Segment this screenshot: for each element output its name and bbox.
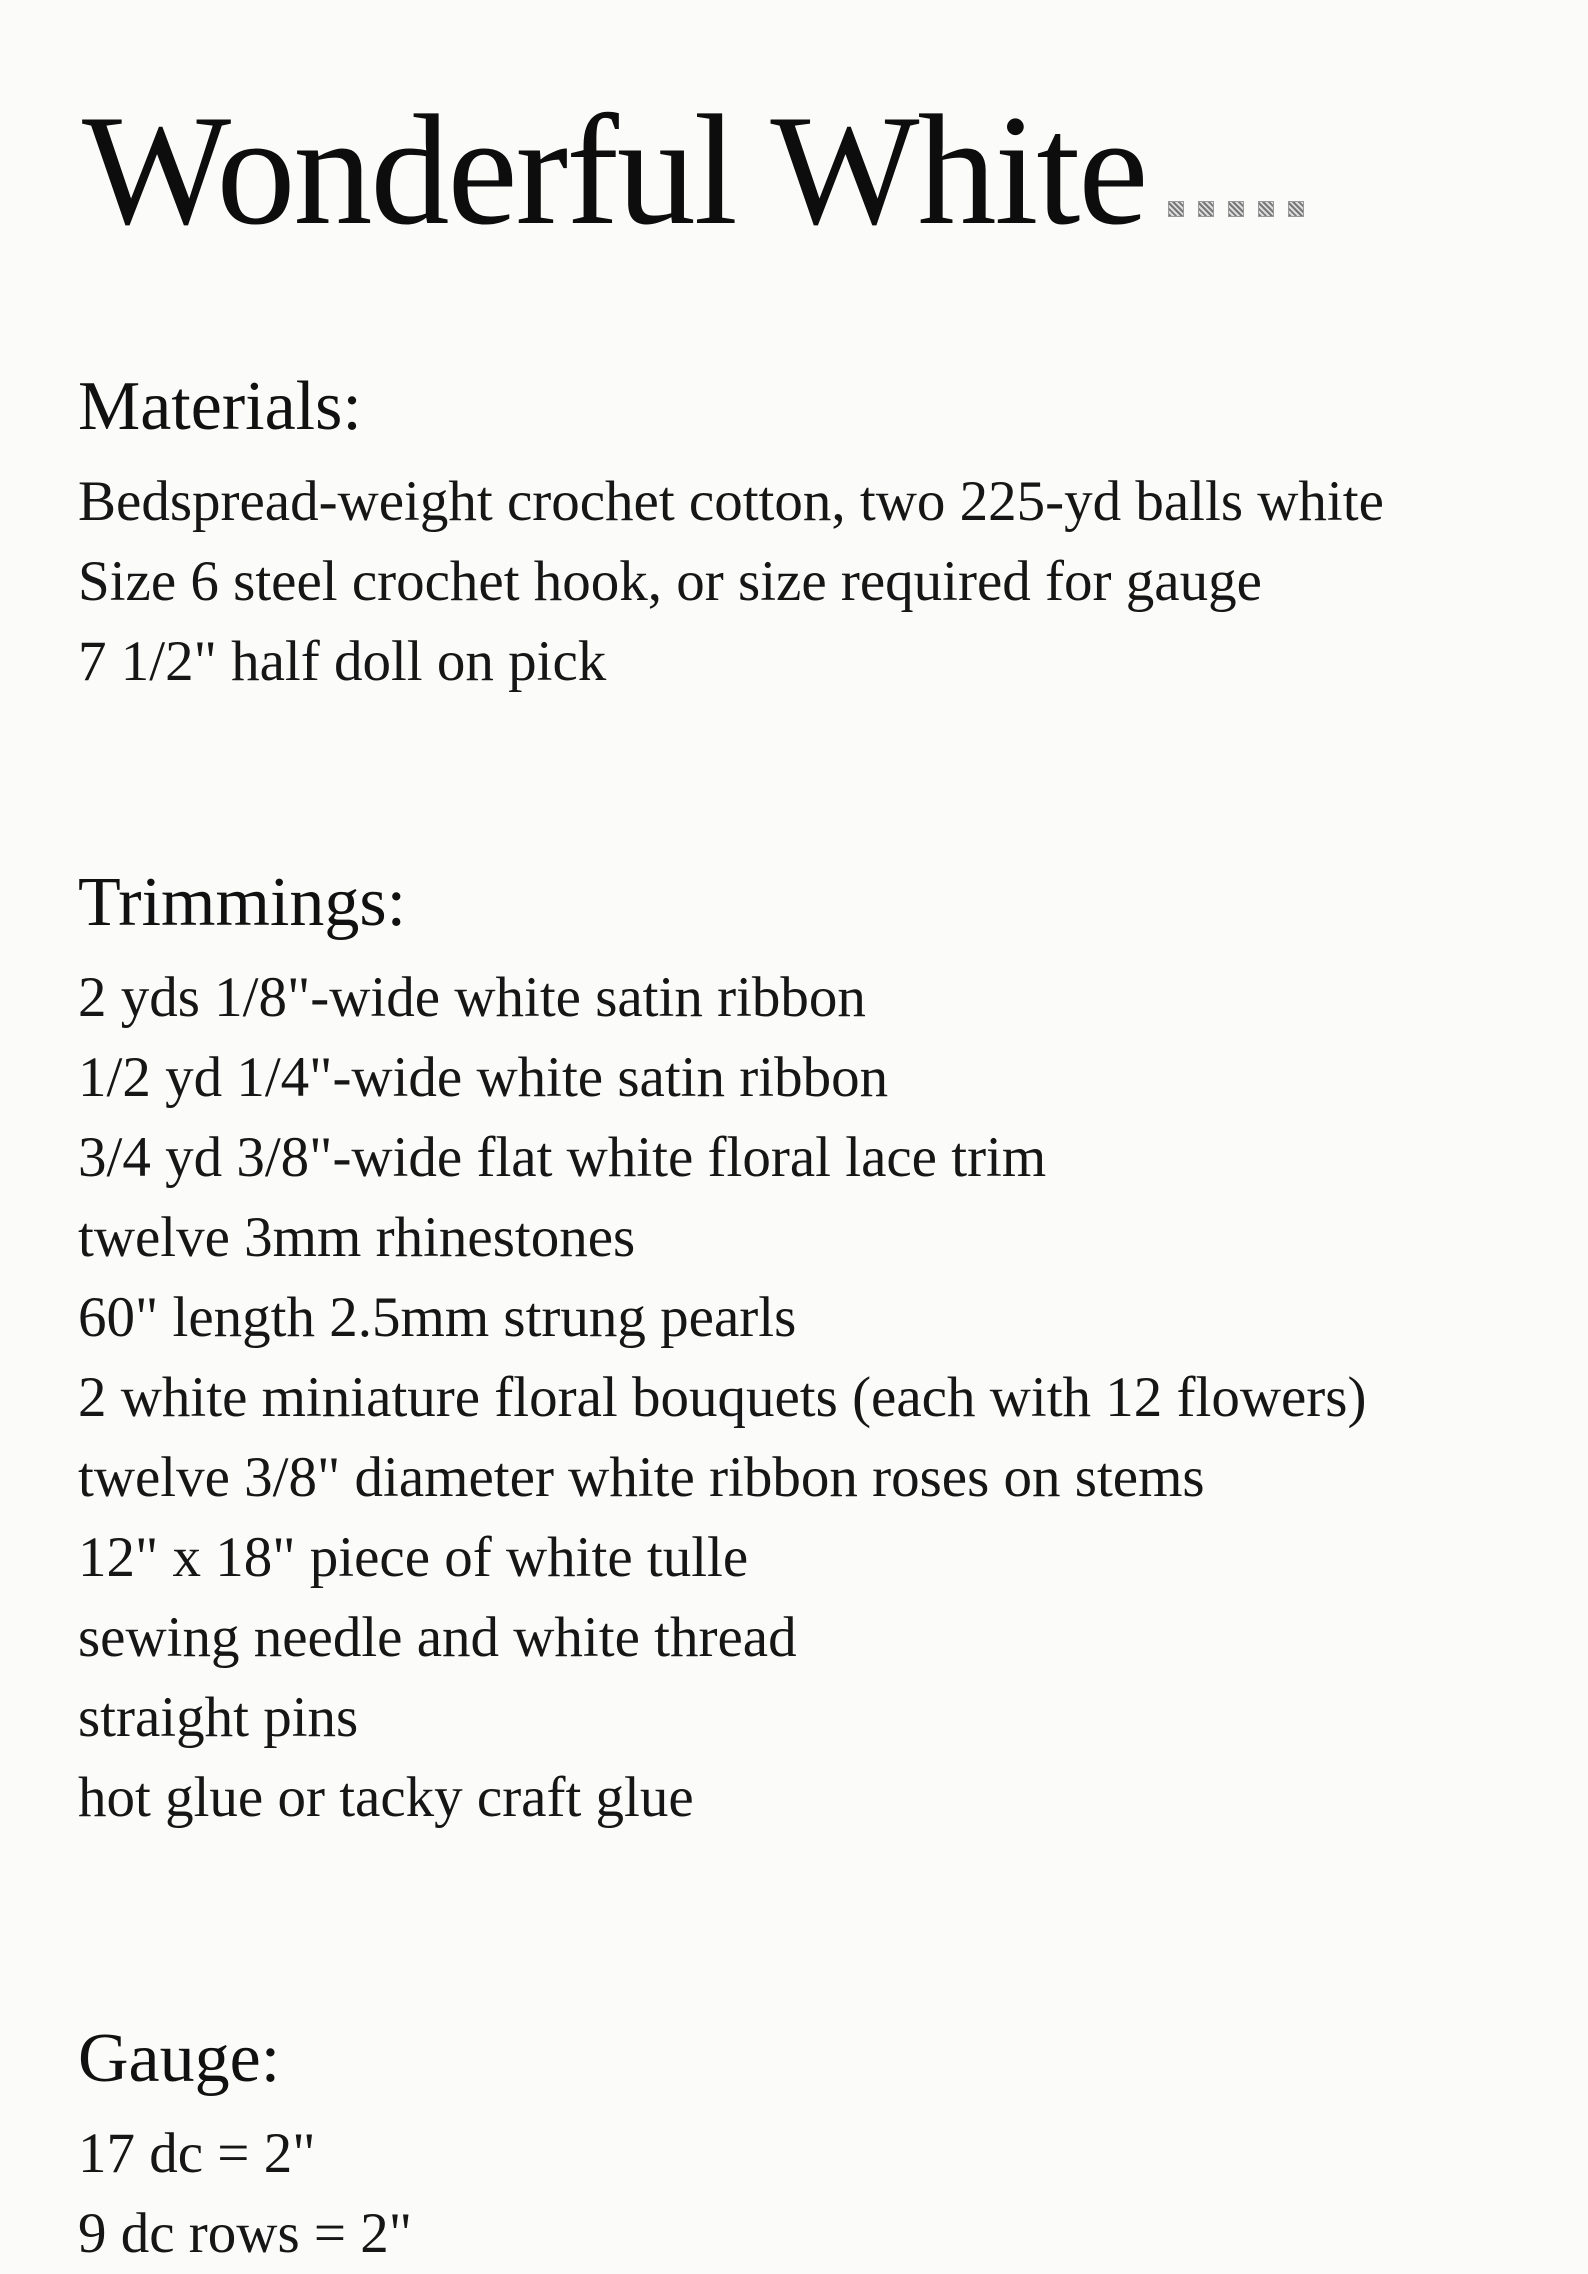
ornament-dot bbox=[1288, 201, 1304, 217]
ornament-dot bbox=[1198, 201, 1214, 217]
list-item: straight pins bbox=[78, 1686, 359, 1749]
materials-heading: Materials: bbox=[78, 368, 362, 445]
list-item: 17 dc = 2" bbox=[78, 2122, 316, 2185]
list-item: hot glue or tacky craft glue bbox=[78, 1766, 694, 1829]
list-item: 2 yds 1/8"-wide white satin ribbon bbox=[78, 966, 866, 1029]
ornament-dot bbox=[1168, 201, 1184, 217]
gauge-section bbox=[78, 2020, 1518, 2274]
list-item: 60" length 2.5mm strung pearls bbox=[78, 1286, 797, 1349]
title-dot-ornament bbox=[1168, 201, 1304, 217]
ornament-dot bbox=[1258, 201, 1274, 217]
list-item: 9 dc rows = 2" bbox=[78, 2202, 413, 2265]
list-item: 7 1/2" half doll on pick bbox=[78, 630, 607, 693]
list-item: 12" x 18" piece of white tulle bbox=[78, 1526, 749, 1589]
materials-list bbox=[78, 462, 1518, 702]
ornament-dot bbox=[1228, 201, 1244, 217]
page-title: Wonderful White bbox=[82, 83, 1147, 258]
gauge-heading: Gauge: bbox=[78, 2020, 281, 2097]
list-item: 2 white miniature floral bouquets (each with 12 flowers) bbox=[78, 1366, 1367, 1429]
title-row bbox=[82, 83, 1304, 258]
list-item: Bedspread-weight crochet cotton, two 225-yd balls white bbox=[78, 470, 1384, 533]
gauge-list bbox=[78, 2114, 1518, 2274]
trimmings-section bbox=[78, 864, 1518, 1838]
list-item: twelve 3mm rhinestones bbox=[78, 1206, 636, 1269]
list-item: Size 6 steel crochet hook, or size required for gauge bbox=[78, 550, 1262, 613]
list-item: 1/2 yd 1/4"-wide white satin ribbon bbox=[78, 1046, 889, 1109]
trimmings-list bbox=[78, 958, 1518, 1838]
list-item: sewing needle and white thread bbox=[78, 1606, 797, 1669]
materials-section bbox=[78, 368, 1518, 702]
list-item: twelve 3/8" diameter white ribbon roses on stems bbox=[78, 1446, 1205, 1509]
trimmings-heading: Trimmings: bbox=[78, 864, 407, 941]
list-item: 3/4 yd 3/8"-wide flat white floral lace trim bbox=[78, 1126, 1047, 1189]
